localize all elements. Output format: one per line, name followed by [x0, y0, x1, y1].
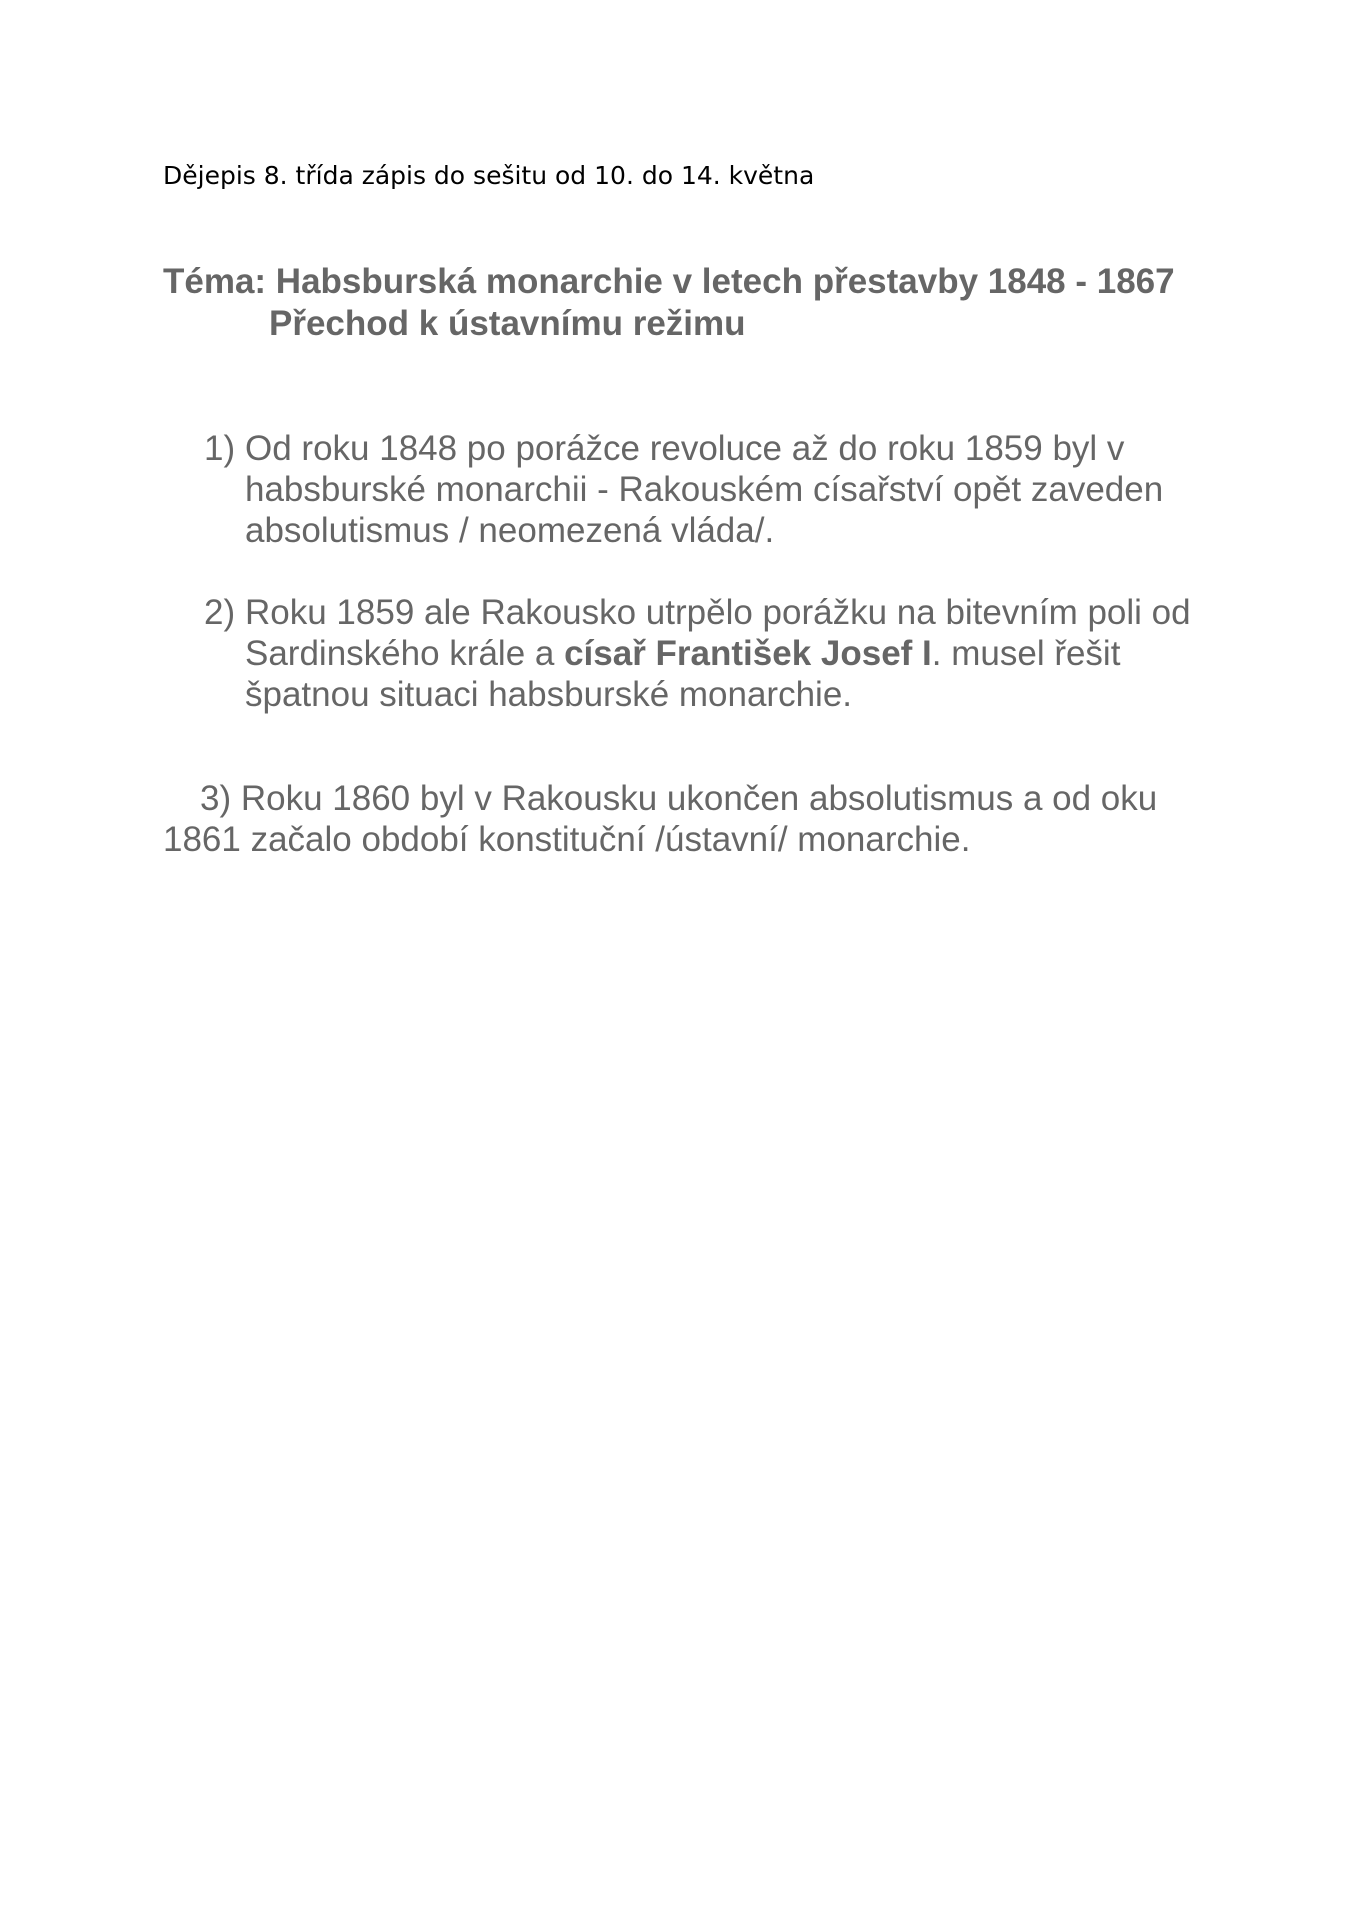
list-item-1: [204, 428, 1204, 551]
topic-subtitle: Přechod k ústavnímu režimu: [269, 304, 746, 343]
list-item-2: [204, 592, 1204, 715]
topic-title: Téma: Habsburská monarchie v letech přestavby 1848 - 1867: [163, 262, 1175, 301]
list-item-number: 1): [204, 429, 236, 468]
list-item-3: [163, 778, 1213, 860]
topic-heading: [163, 261, 1175, 345]
list-item-text: Od roku 1848 po porážce revoluce až do roku 1859 byl v habsburské monarchii - Rakouském císařství opět zaveden absolutismus / neomezená vláda/.: [245, 429, 1164, 550]
list-item-text-part: Roku 1859 ale Rakousko utrpělo porážku na bitevním poli od Sardinského krále a: [245, 593, 1191, 673]
emperor-name-bold: císař František Josef I: [564, 634, 932, 673]
list-item-number: 2): [204, 593, 236, 632]
list-item-text: Roku 1860 byl v Rakousku ukončen absolutismus a od oku 1861 začalo období konstituční /ústavní/ monarchie.: [163, 779, 1158, 859]
subject-line: Dějepis 8. třída zápis do sešitu od 10. do 14. května: [163, 161, 815, 190]
list-item-number: 3): [200, 779, 232, 818]
list-item-text: [204, 592, 1204, 715]
list-item-text-part: . musel řešit špatnou situaci habsburské monarchie.: [245, 634, 1121, 714]
